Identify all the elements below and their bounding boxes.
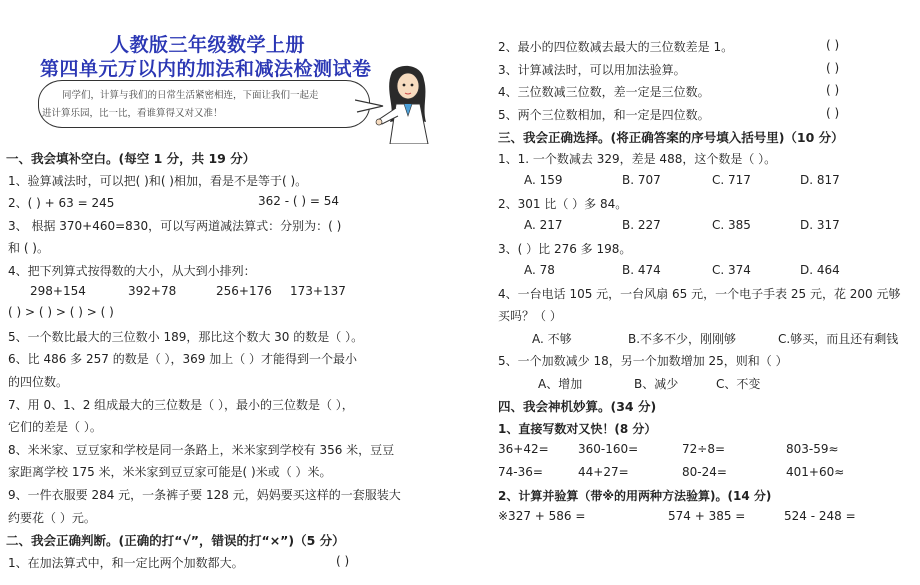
choice-q2-c: C. 385: [712, 218, 751, 232]
question-1-8: 8、米米家、豆豆家和学校是同一条路上，米米家到学校有 356 米，豆豆: [8, 443, 395, 457]
section-2-heading: 二、我会正确判断。(正确的打“√”，错误的打“×”)（5 分）: [6, 533, 345, 548]
question-1-2b: 362 - ( ) = 54: [258, 194, 339, 208]
choice-q1-d: D. 817: [800, 173, 840, 187]
choice-q4b: 买吗？（ ）: [498, 309, 562, 323]
choice-q5-b: B、减少: [634, 377, 679, 391]
calc-r2-4: 401+60≈: [786, 465, 845, 479]
expr-2: 392+78: [128, 284, 177, 298]
section-4-heading: 四、我会神机妙算。(34 分): [498, 399, 657, 414]
calc-r1-2: 360-160=: [578, 442, 639, 456]
judge-item-4: 4、三位数减三位数，差一定是三位数。: [498, 85, 710, 99]
judge-bracket-5: ( ): [826, 106, 840, 120]
calc-r3-1: ※327 + 586 =: [498, 509, 586, 523]
choice-q4: 4、一台电话 105 元，一台风扇 65 元，一个电子手表 25 元，花 200 元够: [498, 287, 901, 301]
question-1-7b: 它们的差是（ ）。: [8, 420, 102, 434]
calc-r3-2: 574 + 385 =: [668, 509, 746, 523]
bubble-text: 同学们，计算与我们的日常生活紧密相连，下面让我们一起走 进计算乐园，比一比，看谁算得又对又准！: [42, 90, 319, 119]
choice-q1-c: C. 717: [712, 173, 751, 187]
calc-r1-3: 72÷8=: [682, 442, 726, 456]
choice-q5-c: C、不变: [716, 377, 761, 391]
expr-3: 256+176: [216, 284, 272, 298]
calc-r1-4: 803-59≈: [786, 442, 839, 456]
question-1-8b: 家距离学校 175 米，米米家到豆豆家可能是( )米或（ ）米。: [8, 465, 332, 479]
section-4-sub2: 2、计算并验算（带※的用两种方法验算)。(14 分): [498, 489, 772, 503]
choice-q5-a: A、增加: [538, 377, 583, 391]
page-subtitle: 第四单元万以内的加法和减法检测试卷: [40, 58, 372, 80]
expr-1: 298+154: [30, 284, 86, 298]
choice-q1-b: B. 707: [622, 173, 661, 187]
question-1-5: 5、一个数比最大的三位数小 189，那比这个数大 30 的数是（ ）。: [8, 330, 364, 344]
section-4-sub1: 1、直接写数对又快！(8 分）: [498, 422, 657, 436]
calc-r2-1: 74-36=: [498, 465, 543, 479]
question-1-2a: 2、( ) + 63 = 245: [8, 196, 115, 210]
choice-q3-d: D. 464: [800, 263, 840, 277]
choice-q4-c: C.够买，而且还有剩钱: [778, 332, 899, 346]
choice-q4-a: A. 不够: [532, 332, 572, 346]
choice-q1: 1、1. 一个数减去 329，差是 488，这个数是（ ）。: [498, 152, 777, 166]
choice-q2: 2、301 比（ ）多 84。: [498, 197, 628, 211]
calc-r2-2: 44+27=: [578, 465, 629, 479]
judge-bracket-3: ( ): [826, 61, 840, 75]
choice-q3-a: A. 78: [524, 263, 555, 277]
question-1-4: 4、把下列算式按得数的大小，从大到小排列：: [8, 264, 256, 278]
choice-q3-b: B. 474: [622, 263, 661, 277]
choice-q1-a: A. 159: [524, 173, 563, 187]
question-1-9: 9、一件衣服要 284 元，一条裤子要 128 元，妈妈要买这样的一套服装大: [8, 488, 401, 502]
judge-item-3: 3、计算减法时，可以用加法验算。: [498, 63, 686, 77]
expr-4: 173+137: [290, 284, 346, 298]
choice-q2-d: D. 317: [800, 218, 840, 232]
question-1-3b: 和 ( )。: [8, 241, 49, 255]
calc-r2-3: 80-24=: [682, 465, 727, 479]
right-column: [488, 0, 920, 585]
calc-r1-1: 36+42=: [498, 442, 549, 456]
choice-q4-b: B.不多不少，刚刚够: [628, 332, 737, 346]
question-1-9b: 约要花（ ）元。: [8, 511, 96, 525]
question-1-6b: 的四位数。: [8, 375, 69, 389]
choice-q2-a: A. 217: [524, 218, 563, 232]
calc-r3-3: 524 - 248 =: [784, 509, 856, 523]
choice-q3: 3、( ）比 276 多 198。: [498, 242, 632, 256]
judge-bracket-2: ( ): [826, 38, 840, 52]
section-1-heading: 一、我会填补空白。(每空 1 分，共 19 分）: [6, 151, 256, 166]
judge-item-1: 1、在加法算式中，和一定比两个加数都大。: [8, 556, 244, 570]
question-1-3: 3、 根据 370+460=830，可以写两道减法算式：分别为：( ): [8, 219, 342, 233]
choice-q2-b: B. 227: [622, 218, 661, 232]
question-1-7: 7、用 0、1、2 组成最大的三位数是（ ），最小的三位数是（ ），: [8, 398, 354, 412]
judge-item-2: 2、最小的四位数减去最大的三位数差是 1。: [498, 40, 734, 54]
judge-bracket-4: ( ): [826, 83, 840, 97]
judge-bracket-1: ( ): [336, 554, 350, 568]
judge-item-5: 5、两个三位数相加，和一定是四位数。: [498, 108, 710, 122]
choice-q5: 5、一个加数减少 18，另一个加数增加 25，则和（ ）: [498, 354, 788, 368]
choice-q3-c: C. 374: [712, 263, 751, 277]
question-1-1: 1、验算减法时，可以把( )和( )相加，看是不是等于( )。: [8, 174, 308, 188]
question-1-4-order: ( ) > ( ) > ( ) > ( ): [8, 305, 114, 319]
section-3-heading: 三、我会正确选择。(将正确答案的序号填入括号里)（10 分）: [498, 130, 844, 145]
girl-teacher-icon: [370, 64, 442, 144]
page-title: 人教版三年级数学上册: [110, 34, 306, 56]
question-1-6: 6、比 486 多 257 的数是（ ），369 加上（ ）才能得到一个最小: [8, 352, 358, 366]
